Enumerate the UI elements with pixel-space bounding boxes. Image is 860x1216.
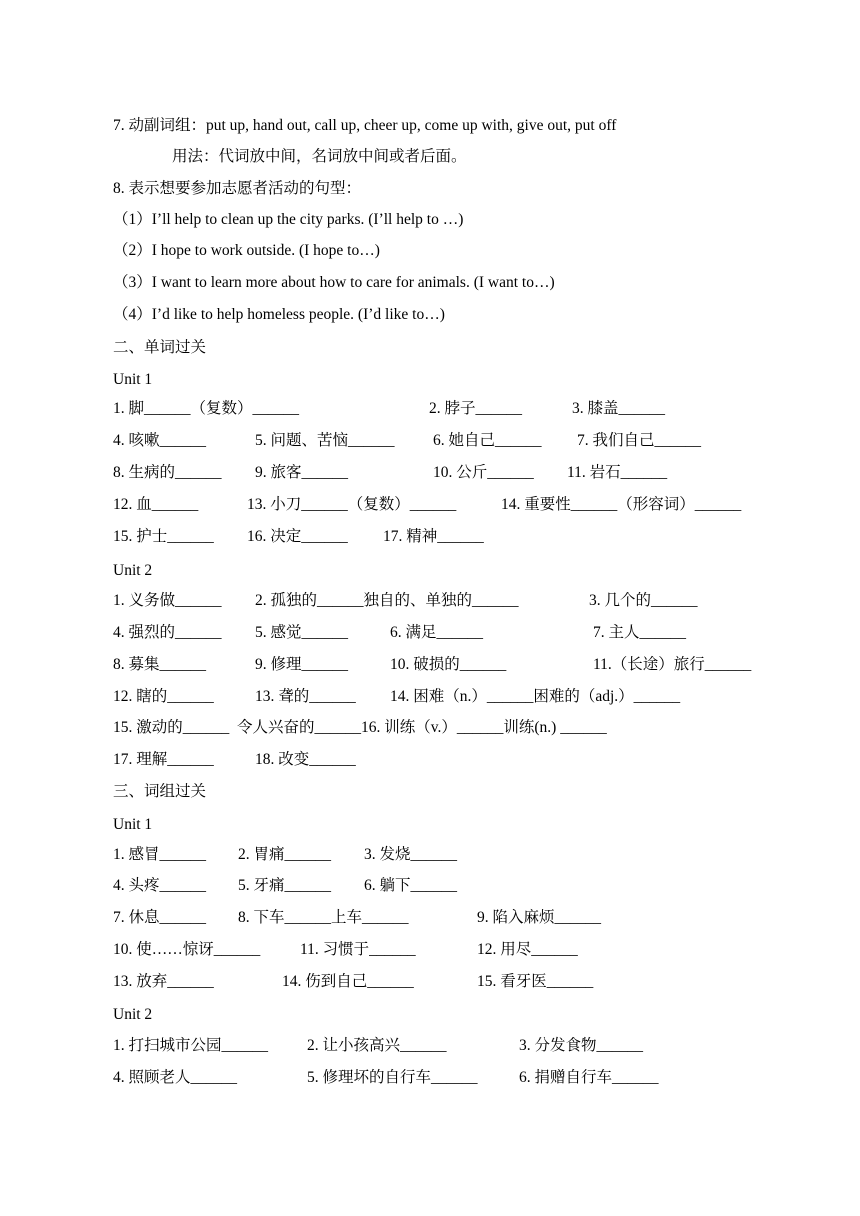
line-text: 1. 感冒______: [113, 846, 207, 863]
line-text: 8. 表示想要参加志愿者活动的句型：: [113, 180, 362, 197]
line-text: 17. 精神______: [383, 528, 484, 545]
line-text: 12. 瞎的______: [113, 688, 214, 705]
line-text: 10. 使……惊讶______: [113, 941, 261, 958]
line-text: （1）I’ll help to clean up the city parks. (I’ll help to …): [113, 211, 464, 228]
line-text: 15. 激动的______ 令人兴奋的______16. 训练（v.）______训练(n.) ______: [113, 719, 607, 736]
line-text: 3. 膝盖______: [572, 400, 666, 417]
line-text: 5. 问题、苦恼______: [255, 432, 395, 449]
line-text: 17. 理解______: [113, 751, 214, 768]
line-text: 3. 几个的______: [589, 592, 698, 609]
line-text: Unit 1: [113, 371, 153, 388]
line-text: 7. 主人______: [593, 624, 687, 641]
line-text: 16. 决定______: [247, 528, 348, 545]
line-text: 7. 休息______: [113, 909, 207, 926]
line-text: （4）I’d like to help homeless people. (I’d like to…): [113, 306, 445, 323]
line-text: 13. 聋的______: [255, 688, 356, 705]
line-text: 5. 牙痛______: [238, 877, 332, 894]
line-text: 13. 放弃______: [113, 973, 214, 990]
line-text: 9. 修理______: [255, 656, 349, 673]
line-text: 三、词组过关: [113, 783, 207, 800]
line-text: 2. 胃痛______: [238, 846, 332, 863]
line-text: 10. 破损的______: [390, 656, 507, 673]
line-text: （3）I want to learn more about how to care for animals. (I want to…): [113, 274, 555, 291]
line-text: 8. 募集______: [113, 656, 207, 673]
line-text: （2）I hope to work outside. (I hope to…): [113, 242, 380, 259]
line-text: 4. 照顾老人______: [113, 1069, 238, 1086]
line-text: 4. 头疼______: [113, 877, 207, 894]
line-text: 9. 陷入麻烦______: [477, 909, 602, 926]
line-text: 11. 习惯于______: [300, 941, 416, 958]
line-text: 1. 脚______（复数）______: [113, 400, 300, 417]
line-text: 8. 下车______上车______: [238, 909, 409, 926]
line-text: 13. 小刀______（复数）______: [247, 496, 457, 513]
line-text: 2. 让小孩高兴______: [307, 1037, 447, 1054]
line-text: 1. 打扫城市公园______: [113, 1037, 269, 1054]
line-text: 二、单词过关: [113, 339, 207, 356]
line-text: 3. 分发食物______: [519, 1037, 644, 1054]
line-text: 7. 我们自己______: [577, 432, 702, 449]
line-text: 14. 困难（n.）______困难的（adj.）______: [390, 688, 681, 705]
line-text: 9. 旅客______: [255, 464, 349, 481]
line-text: 14. 重要性______（形容词）______: [501, 496, 742, 513]
line-text: 8. 生病的______: [113, 464, 222, 481]
line-text: 10. 公斤______: [433, 464, 534, 481]
line-text: 4. 咳嗽______: [113, 432, 207, 449]
line-text: Unit 1: [113, 816, 153, 833]
line-text: 2. 脖子______: [429, 400, 523, 417]
line-text: 14. 伤到自己______: [282, 973, 414, 990]
line-text: 1. 义务做______: [113, 592, 222, 609]
line-text: 3. 发烧______: [364, 846, 458, 863]
line-text: 11.（长途）旅行______: [593, 656, 752, 673]
line-text: 11. 岩石______: [567, 464, 668, 481]
line-text: 6. 她自己______: [433, 432, 542, 449]
line-text: 7. 动副词组：put up, hand out, call up, cheer up, come up with, give out, put off: [113, 117, 617, 134]
line-text: Unit 2: [113, 1006, 153, 1023]
line-text: 5. 感觉______: [255, 624, 349, 641]
line-text: 6. 满足______: [390, 624, 484, 641]
line-text: 15. 护士______: [113, 528, 214, 545]
line-text: 12. 血______: [113, 496, 199, 513]
line-text: 5. 修理坏的自行车______: [307, 1069, 478, 1086]
line-text: 2. 孤独的______独自的、单独的______: [255, 592, 519, 609]
line-text: 6. 躺下______: [364, 877, 458, 894]
line-text: 4. 强烈的______: [113, 624, 222, 641]
line-text: Unit 2: [113, 562, 153, 579]
line-text: 18. 改变______: [255, 751, 356, 768]
line-text: 用法：代词放中间，名词放中间或者后面。: [172, 148, 467, 165]
line-text: 15. 看牙医______: [477, 973, 594, 990]
line-text: 12. 用尽______: [477, 941, 578, 958]
line-text: 6. 捐赠自行车______: [519, 1069, 659, 1086]
